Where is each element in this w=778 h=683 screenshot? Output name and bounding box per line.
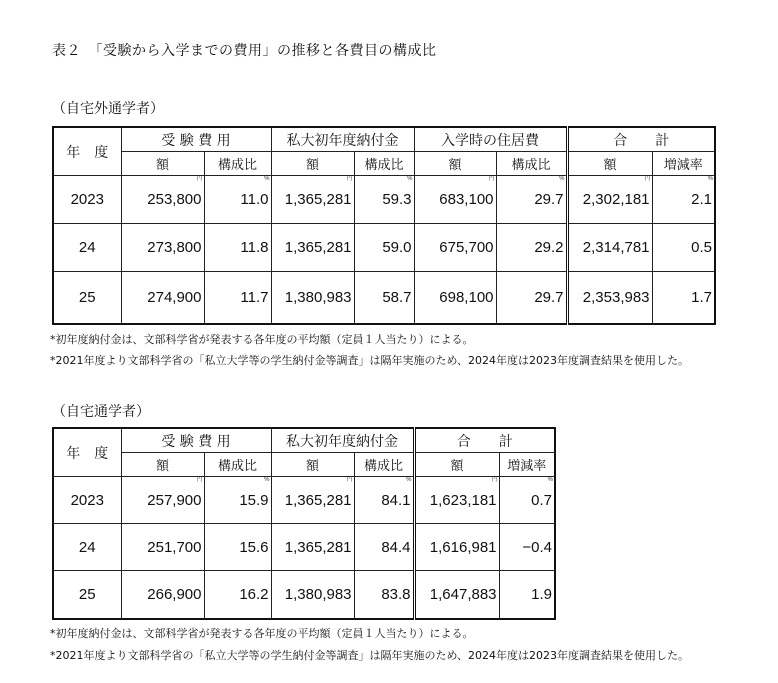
sub-header: 額 <box>271 152 354 176</box>
sub-header: 構成比 <box>496 152 567 176</box>
value-cell: 2,302,181 <box>582 191 650 208</box>
value-cell: 84.1 <box>381 491 411 509</box>
sub-header: 構成比 <box>204 453 271 477</box>
value-cell: 11.8 <box>204 224 271 272</box>
year-cell: 24 <box>53 524 121 571</box>
unit-yen: 円 <box>196 176 203 182</box>
group-header: 私大初年度納付金 <box>271 428 414 453</box>
sub-header: 増減率 <box>499 453 555 477</box>
value-cell: 59.0 <box>354 224 414 272</box>
value-cell: 11.0 <box>240 191 269 208</box>
value-cell: 1,365,281 <box>284 491 352 509</box>
value-cell: 1,365,281 <box>271 224 354 272</box>
sub-header: 増減率 <box>652 152 715 176</box>
sub-header: 額 <box>414 152 496 176</box>
year-header: 年 度 <box>53 428 121 477</box>
value-cell: −0.4 <box>499 524 555 571</box>
footnote: *初年度納付金は、文部科学省が発表する各年度の平均額（定員１人当たり）による。 <box>50 333 474 346</box>
sub-header: 構成比 <box>204 152 271 176</box>
unit-yen: 円 <box>488 176 495 182</box>
value-cell: 251,700 <box>121 524 204 571</box>
value-cell: 1,365,281 <box>284 191 352 208</box>
value-cell: 257,900 <box>147 491 202 509</box>
value-cell: 675,700 <box>414 224 496 272</box>
value-cell: 15.9 <box>239 491 269 509</box>
value-cell: 15.6 <box>204 524 271 571</box>
value-cell: 253,800 <box>147 191 202 208</box>
value-cell: 273,800 <box>121 224 204 272</box>
value-cell: 1,380,983 <box>271 272 354 324</box>
value-cell: 683,100 <box>439 191 494 208</box>
unit-yen: 円 <box>346 477 353 483</box>
year-cell: 25 <box>53 571 121 619</box>
table-row <box>53 524 555 571</box>
table-row <box>53 176 715 224</box>
value-cell: 2.1 <box>691 191 713 208</box>
value-cell: 58.7 <box>354 272 414 324</box>
sub-header: 構成比 <box>354 152 414 176</box>
value-cell: 1,365,281 <box>271 524 354 571</box>
table2-label: （自宅通学者） <box>52 404 150 420</box>
value-cell: 16.2 <box>204 571 271 619</box>
value-cell: 0.7 <box>531 491 553 509</box>
value-cell: 266,900 <box>121 571 204 619</box>
unit-yen: 円 <box>644 176 651 182</box>
group-header: 私大初年度納付金 <box>271 127 414 152</box>
footnote: *2021年度より文部科学省の「私立大学等の学生納付金等調査」は隔年実施のため、2024年度は2023年度調査結果を使用した。 <box>50 649 690 662</box>
sub-header: 額 <box>121 453 204 477</box>
table-home-away <box>52 126 716 325</box>
value-cell: 59.3 <box>382 191 412 208</box>
value-cell: 1,647,883 <box>414 571 499 619</box>
sub-header: 構成比 <box>354 453 414 477</box>
value-cell: 0.5 <box>652 224 715 272</box>
value-cell: 2,353,983 <box>567 272 652 324</box>
unit-yen: 円 <box>491 477 498 483</box>
value-cell: 1.7 <box>652 272 715 324</box>
value-cell: 1,616,981 <box>414 524 499 571</box>
table-home <box>52 427 556 620</box>
year-cell: 24 <box>53 224 121 272</box>
unit-pct: % <box>264 477 270 483</box>
value-cell: 29.7 <box>534 191 564 208</box>
value-cell: 29.7 <box>496 272 567 324</box>
unit-yen: 円 <box>346 176 353 182</box>
sub-header: 額 <box>414 453 499 477</box>
year-cell: 2023 <box>53 176 121 224</box>
group-header: 合 計 <box>567 127 715 152</box>
year-header: 年 度 <box>53 127 121 176</box>
table-row <box>53 571 555 619</box>
value-cell: 83.8 <box>354 571 414 619</box>
group-header: 受 験 費 用 <box>121 127 271 152</box>
table-row <box>53 272 715 324</box>
unit-pct: % <box>264 176 270 182</box>
group-header: 受 験 費 用 <box>121 428 271 453</box>
value-cell: 274,900 <box>121 272 204 324</box>
footnote: *2021年度より文部科学省の「私立大学等の学生納付金等調査」は隔年実施のため、2024年度は2023年度調査結果を使用した。 <box>50 354 690 367</box>
sub-header: 額 <box>567 152 652 176</box>
value-cell: 698,100 <box>414 272 496 324</box>
value-cell: 1,623,181 <box>429 491 497 509</box>
year-cell: 25 <box>53 272 121 324</box>
group-header: 合 計 <box>414 428 555 453</box>
sub-header: 額 <box>271 453 354 477</box>
table-row <box>53 224 715 272</box>
value-cell: 29.2 <box>496 224 567 272</box>
value-cell: 1.9 <box>499 571 555 619</box>
page-title: 表２ 「受験から入学までの費用」の推移と各費目の構成比 <box>52 43 437 59</box>
group-header: 入学時の住居費 <box>414 127 567 152</box>
footnote: *初年度納付金は、文部科学省が発表する各年度の平均額（定員１人当たり）による。 <box>50 627 474 640</box>
unit-pct: % <box>407 176 413 182</box>
sub-header: 額 <box>121 152 204 176</box>
table1-label: （自宅外通学者） <box>52 101 164 117</box>
table-row <box>53 477 555 524</box>
value-cell: 2,314,781 <box>567 224 652 272</box>
value-cell: 11.7 <box>204 272 271 324</box>
year-cell: 2023 <box>53 477 121 524</box>
unit-yen: 円 <box>196 477 203 483</box>
unit-pct: % <box>707 176 714 182</box>
unit-pct: % <box>547 477 554 483</box>
value-cell: 84.4 <box>354 524 414 571</box>
unit-pct: % <box>406 477 412 483</box>
unit-pct: % <box>559 176 565 182</box>
value-cell: 1,380,983 <box>271 571 354 619</box>
